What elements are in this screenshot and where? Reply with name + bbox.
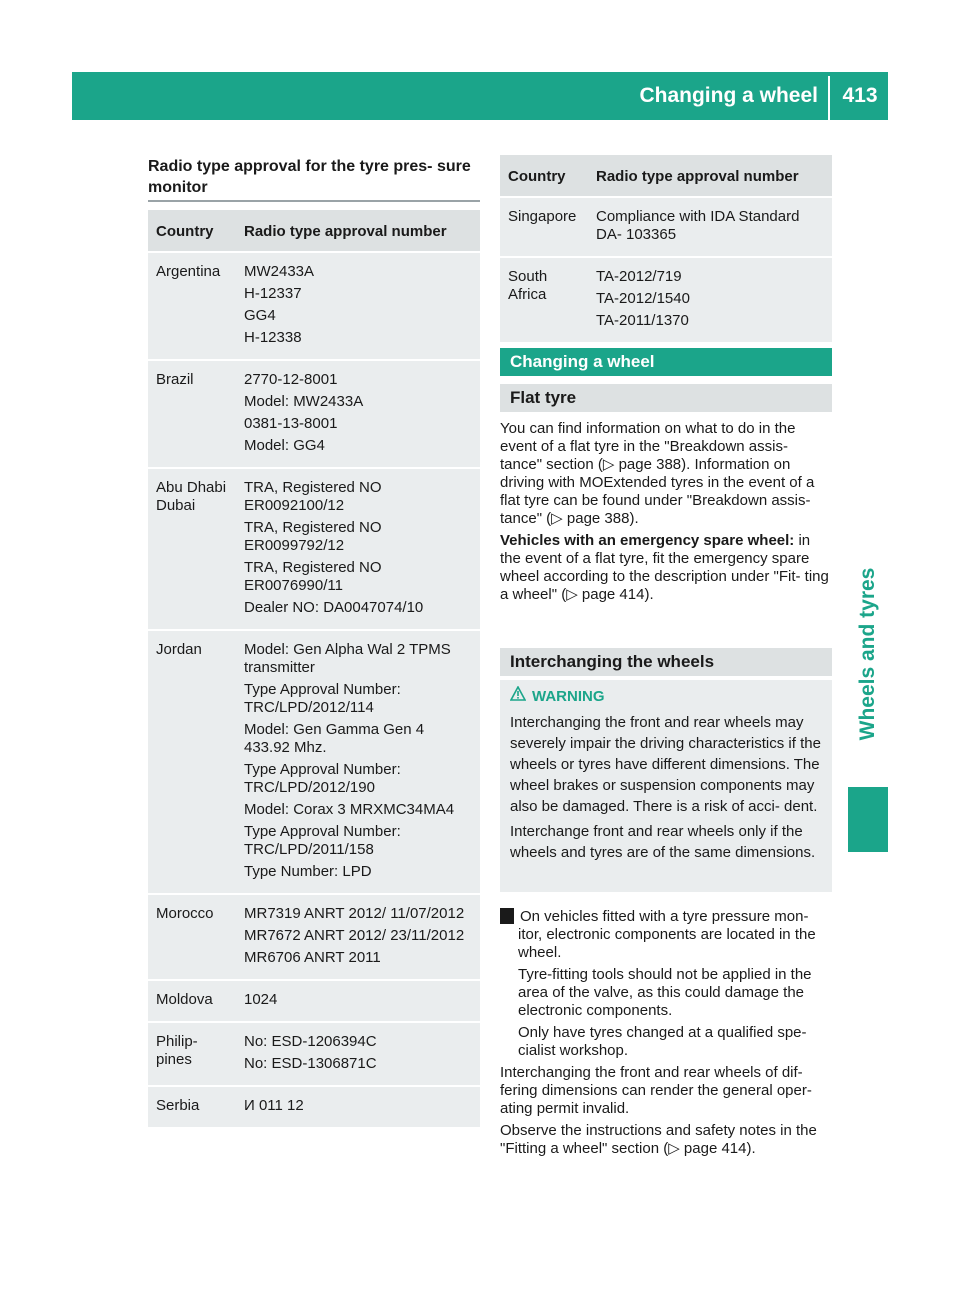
note-paragraph	[495, 908, 834, 962]
side-tab	[848, 548, 888, 760]
approval-number: Compliance with IDA Standard DA- 103365	[596, 208, 800, 243]
radio-approval-heading: Radio type approval for the tyre pres- sure monitor	[148, 158, 471, 196]
approval-number-cell	[236, 895, 480, 979]
approval-number: MR7672 ANRT 2012/ 23/11/2012	[244, 927, 465, 944]
approval-number-cell	[236, 1087, 480, 1127]
approval-number-cell	[236, 253, 480, 359]
approval-number: Type Approval Number: TRC/LPD/2012/190	[244, 761, 401, 796]
country-cell: Argentina	[148, 253, 236, 359]
approval-number: TRA, Registered NO ER0099792/12	[244, 519, 382, 554]
approval-number: TA-2012/719	[596, 268, 682, 285]
note-content	[495, 908, 834, 1060]
country-cell: Jordan	[148, 631, 236, 893]
right-approval-table	[500, 153, 832, 344]
approval-number: H-12337	[244, 285, 302, 302]
approval-number-cell	[236, 361, 480, 467]
country-cell: Moldova	[148, 981, 236, 1021]
note-paragraph: Only have tyres changed at a qualified spe- cialist workshop.	[518, 1024, 807, 1059]
country-cell: South Africa	[500, 258, 588, 342]
heading-rule	[148, 200, 480, 202]
country-cell: Morocco	[148, 895, 236, 979]
warning-header	[510, 686, 605, 705]
table-row	[148, 981, 480, 1021]
approval-number: Model: GG4	[244, 437, 325, 454]
flat-tyre-text	[500, 420, 834, 608]
table-row	[148, 361, 480, 467]
spare-wheel-lead: Vehicles with an emergency spare wheel:	[500, 532, 795, 549]
approval-number: 0381-13-8001	[244, 415, 338, 432]
approval-number: TA-2012/1540	[596, 290, 690, 307]
safety-notes-paragraph: Observe the instructions and safety notes in the "Fitting a wheel" section (▷ page 414).	[500, 1122, 817, 1157]
approval-number: 1024	[244, 991, 278, 1008]
approval-number-cell	[588, 198, 832, 256]
table-row	[148, 253, 480, 359]
warning-label: WARNING	[532, 688, 605, 705]
approval-number: H-12338	[244, 329, 302, 346]
approval-number: MW2433A	[244, 263, 315, 280]
spare-wheel-rest: in the event of a flat tyre, fit the emergency spare wheel according to the description under "Fit- ting a wheel" (▷ page 414).	[500, 532, 829, 603]
approval-number: Type Approval Number: TRC/LPD/2011/158	[244, 823, 401, 858]
flat-tyre-paragraph: You can find information on what to do in the event of a flat tyre in the "Breakdown assis- tance" section (▷ page 388). Information on driving with MOExtended tyres in the event of a flat tyre can be found under "Breakdown assis- tance" (▷ page 388).	[500, 420, 815, 527]
header-divider	[828, 76, 830, 120]
table-row	[148, 895, 480, 979]
approval-number: 2770-12-8001	[244, 371, 338, 388]
warning-box	[500, 680, 832, 892]
note-paragraph: Tyre-fitting tools should not be applied in the area of the valve, as this could damage the electronic components.	[518, 966, 812, 1019]
header-bar	[72, 72, 888, 120]
exclamation-icon: !	[500, 908, 514, 924]
warning-paragraph: Interchanging the front and rear wheels may severely impair the driving characteristics if the wheels or tyres have different dimensions. The wheel brakes or suspension components may also be damaged. There is a risk of acci- dent.	[510, 714, 821, 815]
side-tab-label: Wheels and tyres	[856, 567, 879, 741]
changing-wheel-heading: Changing a wheel	[500, 348, 832, 376]
warning-text	[510, 712, 828, 867]
approval-number: Model: Corax 3 MRXMC34MA4	[244, 801, 455, 818]
approval-number: No: ESD-1206394C	[244, 1033, 377, 1050]
left-approval-table	[148, 208, 480, 1129]
note-text: On vehicles fitted with a tyre pressure mon- itor, electronic components are located in the wheel.	[518, 908, 816, 961]
side-tab-marker	[848, 787, 888, 852]
approval-number: Type Number: LPD	[244, 863, 372, 880]
approval-number-cell	[236, 469, 480, 629]
table-row	[500, 258, 832, 342]
table-row	[500, 198, 832, 256]
right-table-body	[500, 198, 832, 342]
table-header-row	[500, 155, 832, 196]
approval-number-cell	[236, 1023, 480, 1085]
approval-number: No: ESD-1306871C	[244, 1055, 377, 1072]
approval-column-header: Radio type approval number	[588, 155, 832, 196]
warning-triangle-icon	[510, 686, 526, 705]
country-cell: Serbia	[148, 1087, 236, 1127]
approval-number: TRA, Registered NO ER0076990/11	[244, 559, 382, 594]
page-number: 413	[842, 84, 878, 107]
approval-number-cell	[236, 981, 480, 1021]
approval-column-header: Radio type approval number	[236, 210, 480, 251]
country-column-header: Country	[148, 210, 236, 251]
interchanging-paragraph: Interchanging the front and rear wheels of dif- fering dimensions can render the general oper- ating permit invalid.	[500, 1064, 812, 1117]
approval-number: Model: Gen Gamma Gen 4 433.92 Mhz.	[244, 721, 425, 756]
approval-number: GG4	[244, 307, 276, 324]
country-cell: Singapore	[500, 198, 588, 256]
country-column-header: Country	[500, 155, 588, 196]
table-row	[148, 631, 480, 893]
note-block	[495, 908, 834, 1162]
country-cell: Abu Dhabi Dubai	[148, 469, 236, 629]
approval-number: Model: MW2433A	[244, 393, 364, 410]
left-table-body	[148, 253, 480, 1127]
approval-number: Model: Gen Alpha Wal 2 TPMS transmitter	[244, 641, 451, 676]
flat-tyre-heading: Flat tyre	[500, 384, 832, 412]
table-row	[148, 1023, 480, 1085]
approval-number: MR6706 ANRT 2011	[244, 949, 381, 966]
interchanging-heading: Interchanging the wheels	[500, 648, 832, 676]
country-cell: Brazil	[148, 361, 236, 467]
approval-number: И 011 12	[244, 1097, 304, 1114]
approval-number-cell	[236, 631, 480, 893]
section-title: Changing a wheel	[639, 84, 818, 107]
approval-number: TA-2011/1370	[596, 312, 689, 329]
table-header-row	[148, 210, 480, 251]
table-row	[148, 1087, 480, 1127]
approval-number-cell	[588, 258, 832, 342]
approval-number: MR7319 ANRT 2012/ 11/07/2012	[244, 905, 465, 922]
country-cell: Philip- pines	[148, 1023, 236, 1085]
approval-number: Type Approval Number: TRC/LPD/2012/114	[244, 681, 401, 716]
approval-number: Dealer NO: DA0047074/10	[244, 599, 424, 616]
table-row	[148, 469, 480, 629]
approval-number: TRA, Registered NO ER0092100/12	[244, 479, 382, 514]
warning-paragraph: Interchange front and rear wheels only if the wheels and tyres are of the same dimensions.	[510, 823, 816, 861]
spare-wheel-paragraph	[500, 532, 834, 604]
